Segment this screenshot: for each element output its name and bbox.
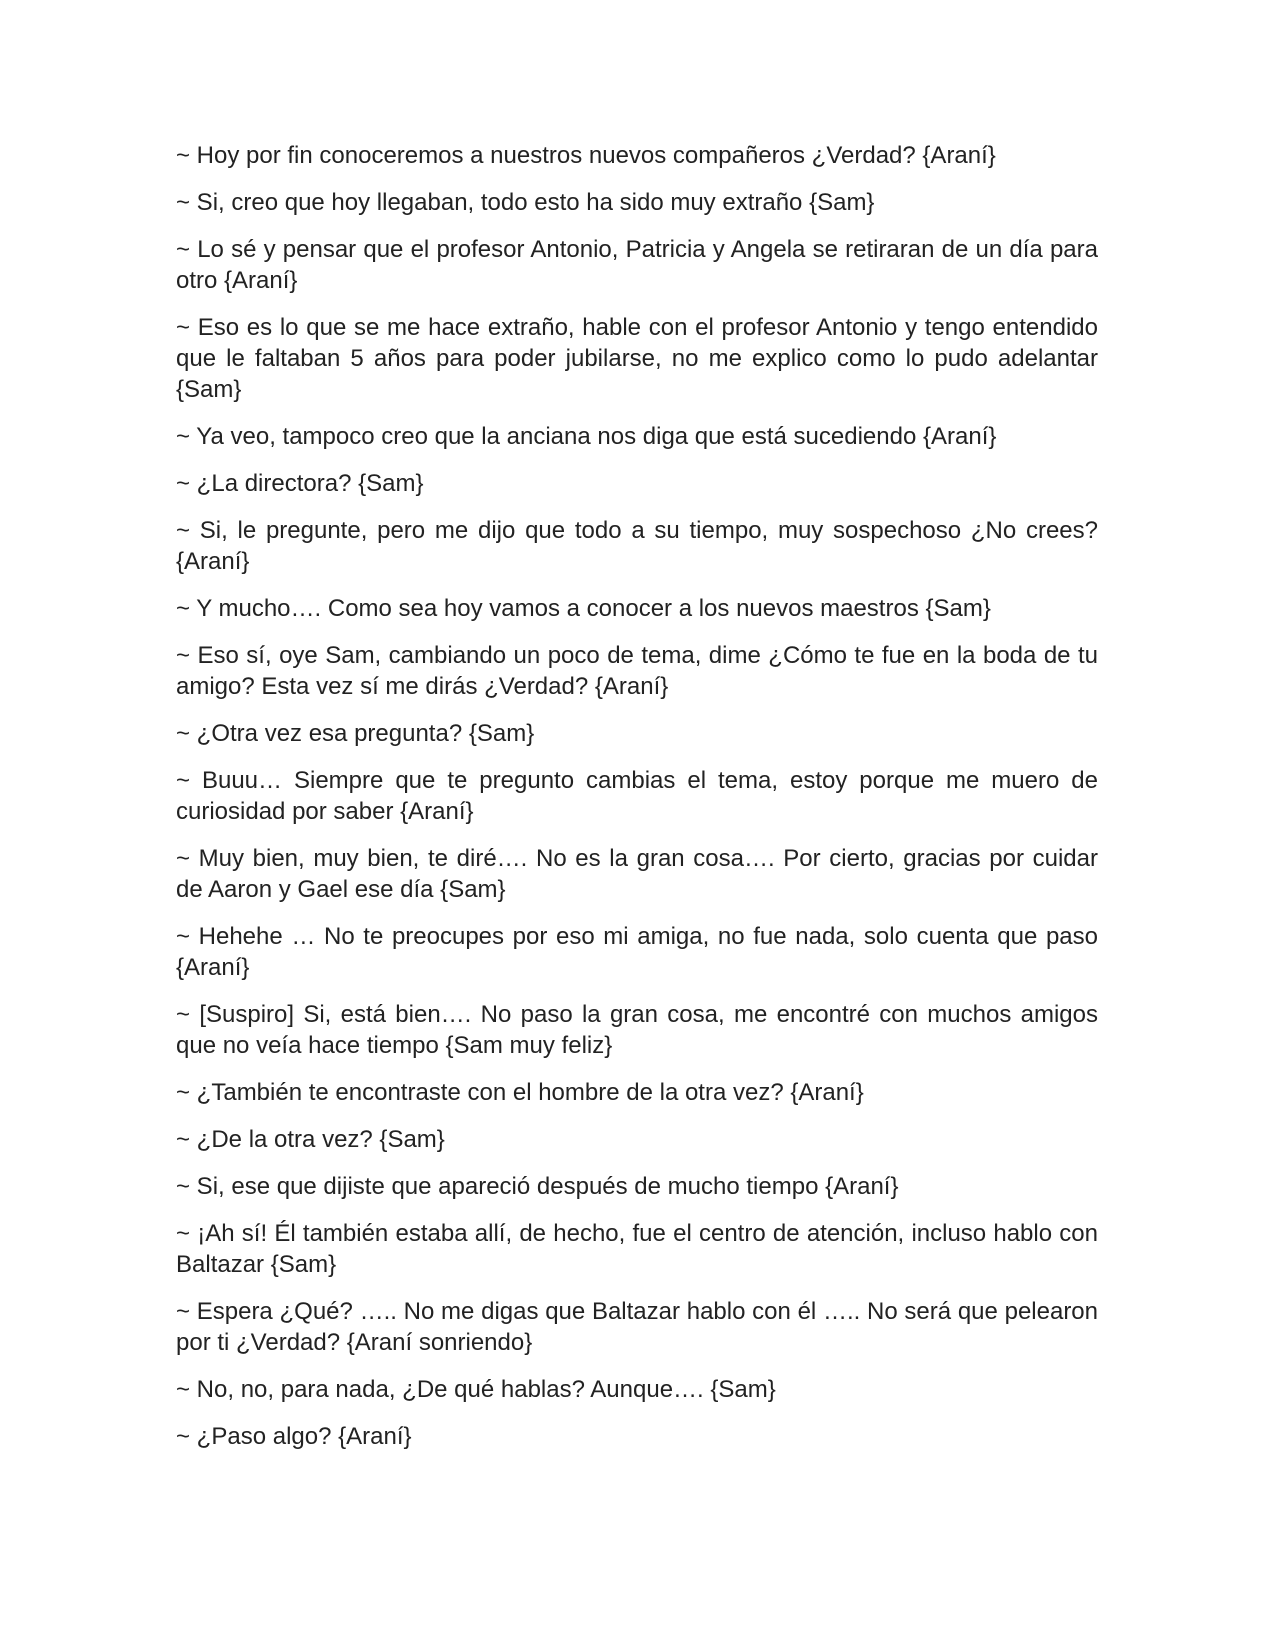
dialogue-line: ~ Si, le pregunte, pero me dijo que todo a su tiempo, muy sospechoso ¿No crees? {Araní} <box>176 517 1098 575</box>
dialogue-line: ~ ¡Ah sí! Él también estaba allí, de hecho, fue el centro de atención, incluso hablo con Baltazar {Sam} <box>176 1220 1098 1278</box>
dialogue-line: ~ Eso sí, oye Sam, cambiando un poco de tema, dime ¿Cómo te fue en la boda de tu amigo? Esta vez sí me dirás ¿Verdad? {Araní} <box>176 642 1098 700</box>
dialogue-line: ~ Espera ¿Qué? ….. No me digas que Baltazar hablo con él ….. No será que pelearon por ti ¿Verdad? {Araní sonriendo} <box>176 1298 1098 1356</box>
dialogue-line: ~ Lo sé y pensar que el profesor Antonio, Patricia y Angela se retiraran de un día para otro {Araní} <box>176 236 1098 294</box>
dialogue-line: ~ No, no, para nada, ¿De qué hablas? Aunque…. {Sam} <box>176 1376 776 1403</box>
dialogue-line: ~ Hehehe … No te preocupes por eso mi amiga, no fue nada, solo cuenta que paso {Araní} <box>176 923 1098 981</box>
document-page <box>176 140 1098 1468</box>
dialogue-line: ~ Muy bien, muy bien, te diré…. No es la gran cosa…. Por cierto, gracias por cuidar de Aaron y Gael ese día {Sam} <box>176 845 1098 903</box>
dialogue-line: ~ Si, ese que dijiste que apareció después de mucho tiempo {Araní} <box>176 1173 899 1200</box>
dialogue-line: ~ ¿La directora? {Sam} <box>176 470 424 497</box>
dialogue-line: ~ ¿Paso algo? {Araní} <box>176 1423 412 1450</box>
dialogue-line: ~ Buuu… Siempre que te pregunto cambias el tema, estoy porque me muero de curiosidad por saber {Araní} <box>176 767 1098 825</box>
dialogue-line: ~ Hoy por fin conoceremos a nuestros nuevos compañeros ¿Verdad? {Araní} <box>176 142 996 169</box>
dialogue-line: ~ Y mucho…. Como sea hoy vamos a conocer a los nuevos maestros {Sam} <box>176 595 991 622</box>
dialogue-line: ~ Eso es lo que se me hace extraño, hable con el profesor Antonio y tengo entendido que le faltaban 5 años para poder jubilarse, no me explico como lo pudo adelantar {Sam} <box>176 314 1098 403</box>
dialogue-line: ~ ¿De la otra vez? {Sam} <box>176 1126 445 1153</box>
dialogue-line: ~ ¿También te encontraste con el hombre de la otra vez? {Araní} <box>176 1079 864 1106</box>
dialogue-line: ~ [Suspiro] Si, está bien…. No paso la gran cosa, me encontré con muchos amigos que no veía hace tiempo {Sam muy feliz} <box>176 1001 1098 1059</box>
dialogue-line: ~ ¿Otra vez esa pregunta? {Sam} <box>176 720 535 747</box>
dialogue-line: ~ Si, creo que hoy llegaban, todo esto ha sido muy extraño {Sam} <box>176 189 875 216</box>
dialogue-line: ~ Ya veo, tampoco creo que la anciana nos diga que está sucediendo {Araní} <box>176 423 997 450</box>
